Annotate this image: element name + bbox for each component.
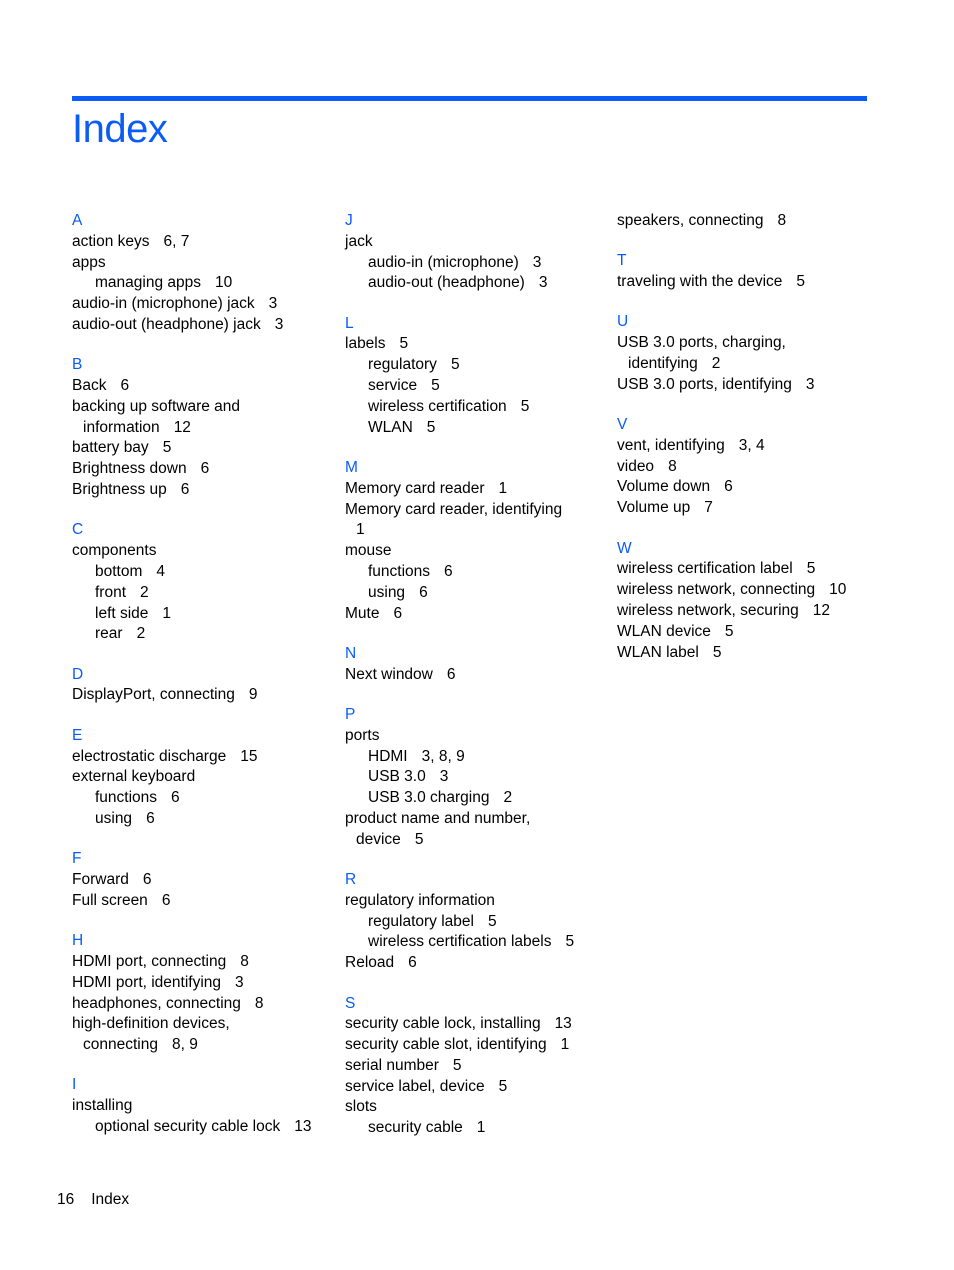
entry-term: service (368, 377, 418, 395)
entry-pages: 3 (268, 295, 278, 313)
index-entry (72, 418, 312, 439)
entry-pages: 3 (538, 274, 548, 292)
entry-pages: 3 (439, 768, 449, 786)
entry-term: left side (95, 604, 149, 622)
entry-pages: 5 (162, 439, 172, 457)
entry-pages: 5 (431, 377, 440, 395)
section-letter: J (345, 212, 353, 229)
entry-term: electrostatic discharge (72, 747, 227, 765)
index-section-t (617, 251, 846, 293)
entry-pages: 6 (180, 481, 190, 499)
entry-pages: 6 (724, 478, 733, 496)
index-entry (72, 891, 312, 912)
index-entry (617, 559, 846, 580)
section-letter: D (72, 665, 84, 683)
index-entry (345, 541, 574, 562)
index-entry (345, 1035, 574, 1056)
entry-term: HDMI port, connecting (72, 952, 227, 970)
entry-pages: 8 (668, 457, 677, 475)
index-section-i (72, 1075, 312, 1137)
entry-term: HDMI port, identifying (72, 973, 222, 991)
entry-pages: 3 (805, 375, 815, 393)
entry-term: speakers, connecting (617, 212, 764, 229)
entry-pages: 15 (240, 747, 258, 765)
entry-pages: 6 (444, 562, 453, 580)
index-section-d (72, 665, 312, 707)
section-letter: I (72, 1076, 77, 1094)
entry-term: external keyboard (72, 768, 196, 786)
entry-term: battery bay (72, 439, 149, 457)
entry-term: service label, device (345, 1077, 485, 1095)
index-entry (345, 891, 574, 912)
index-entry (345, 665, 574, 686)
entry-pages: 1 (498, 479, 508, 497)
index-section-e (72, 726, 312, 830)
entry-term: Back (72, 377, 107, 395)
entry-pages: 6 (419, 583, 428, 601)
entry-term: security cable lock, installing (345, 1015, 541, 1033)
entry-term: product name and number, (345, 809, 531, 827)
index-subentry (72, 1117, 312, 1138)
index-entry (345, 1077, 574, 1098)
entry-pages: 3 (235, 973, 244, 991)
index-subentry (345, 355, 574, 376)
entry-term: regulatory label (368, 912, 474, 930)
index-entry (72, 1035, 312, 1056)
index-section-h (72, 931, 312, 1056)
entry-pages: 5 (426, 418, 436, 436)
entry-term: vent, identifying (617, 436, 725, 454)
index-section-b (72, 355, 312, 501)
entry-term: audio-out (headphone) (368, 274, 525, 292)
entry-pages: 5 (796, 273, 806, 291)
entry-term: USB 3.0 charging (368, 789, 490, 807)
index-section-f (72, 849, 312, 911)
index-entry (72, 767, 312, 788)
section-letter: M (345, 458, 358, 476)
page-title: Index (72, 107, 168, 151)
index-section-n (345, 644, 574, 686)
page-footer (57, 1190, 129, 1211)
entry-term: security cable slot, identifying (345, 1036, 547, 1054)
entry-term: bottom (95, 562, 143, 580)
index-section-r (345, 870, 574, 974)
entry-pages: 3 (274, 315, 284, 333)
entry-term: wireless certification labels (368, 933, 552, 951)
index-entry (345, 479, 574, 500)
section-letter: C (72, 521, 84, 539)
entry-pages: 6 (161, 891, 171, 909)
index-column-3 (617, 211, 846, 683)
index-entry (345, 953, 574, 974)
entry-pages: 5 (565, 933, 575, 951)
index-entry (345, 334, 574, 355)
index-subentry (345, 932, 574, 953)
index-entry (617, 622, 846, 643)
entry-pages: 3, 8, 9 (421, 747, 465, 765)
footer-page-number: 16 (57, 1191, 75, 1208)
footer-label: Index (91, 1191, 130, 1208)
entry-term: serial number (345, 1056, 439, 1074)
index-entry (72, 685, 312, 706)
entry-term: USB 3.0 ports, charging, (617, 334, 786, 352)
index-entry (72, 232, 312, 253)
index-entry (72, 952, 312, 973)
entry-term: components (72, 542, 157, 560)
entry-pages: 5 (487, 912, 497, 930)
index-entry (72, 376, 312, 397)
index-section-c (72, 520, 312, 645)
entry-pages: 5 (498, 1077, 508, 1095)
index-entry (72, 994, 312, 1015)
index-subentry (345, 376, 574, 397)
entry-term: action keys (72, 232, 150, 250)
entry-term: video (617, 457, 655, 475)
section-letter: N (345, 644, 357, 662)
index-entry (617, 354, 846, 375)
entry-pages: 6 (200, 460, 210, 478)
index-section-m (345, 458, 574, 624)
entry-term: audio-in (microphone) jack (72, 295, 255, 313)
index-entry (617, 333, 846, 354)
entry-term: high-definition devices, (72, 1015, 230, 1033)
entry-term: installing (72, 1097, 133, 1115)
index-subentry (345, 418, 574, 439)
index-subentry (345, 767, 574, 788)
entry-pages: 6 (446, 665, 456, 683)
index-section-l (345, 314, 574, 439)
entry-pages: 4 (156, 562, 166, 580)
entry-pages: 2 (136, 625, 146, 643)
entry-term: HDMI (368, 747, 408, 765)
entry-pages: 2 (503, 789, 513, 807)
section-letter: E (72, 726, 83, 744)
index-entry (72, 253, 312, 274)
entry-term: device (356, 830, 401, 848)
entry-pages: 8, 9 (171, 1036, 198, 1054)
section-letter: V (617, 416, 628, 434)
index-entry (617, 580, 846, 601)
index-column-1 (72, 211, 312, 1157)
entry-pages: 6 (171, 789, 180, 807)
index-subentry (345, 562, 574, 583)
entry-pages: 5 (724, 622, 734, 640)
entry-term: wireless network, connecting (617, 581, 816, 599)
section-letter: L (345, 314, 354, 332)
index-entry (72, 438, 312, 459)
index-section-v (617, 415, 846, 519)
entry-term: mouse (345, 542, 392, 560)
entry-pages: 5 (414, 830, 424, 848)
index-section-p (345, 705, 574, 851)
entry-term: headphones, connecting (72, 994, 241, 1012)
index-subentry (72, 273, 312, 294)
index-entry (617, 643, 846, 664)
index-entry (72, 480, 312, 501)
index-section-continued (617, 211, 846, 232)
index-entry (345, 604, 574, 625)
index-entry (345, 1014, 574, 1035)
index-entry (345, 232, 574, 253)
entry-pages: 8 (254, 994, 264, 1012)
entry-pages: 8 (240, 952, 249, 970)
entry-term: Memory card reader (345, 479, 485, 497)
entry-term: USB 3.0 ports, identifying (617, 375, 792, 393)
entry-term: information (83, 418, 160, 436)
index-entry (617, 498, 846, 519)
section-letter: B (72, 356, 83, 374)
entry-term: Volume up (617, 499, 691, 517)
section-letter: U (617, 313, 629, 331)
index-subentry (72, 809, 312, 830)
entry-pages: 10 (829, 581, 847, 599)
entry-pages: 12 (173, 418, 191, 436)
entry-term: Memory card reader, identifying (345, 500, 563, 518)
index-subentry (345, 1118, 574, 1139)
entry-pages: 2 (140, 583, 149, 601)
entry-term: Reload (345, 954, 395, 972)
entry-term: using (368, 583, 406, 601)
entry-term: WLAN device (617, 622, 711, 640)
entry-term: security cable (368, 1119, 463, 1137)
index-entry (617, 477, 846, 498)
entry-pages: 9 (248, 686, 258, 704)
entry-term: using (95, 809, 133, 827)
entry-pages: 6, 7 (163, 232, 190, 250)
index-entry (72, 747, 312, 768)
index-entry (345, 726, 574, 747)
entry-term: audio-in (microphone) (368, 253, 519, 271)
entry-term: rear (95, 625, 123, 643)
index-subentry (345, 788, 574, 809)
entry-term: Brightness down (72, 460, 187, 478)
entry-term: managing apps (95, 274, 201, 292)
entry-pages: 5 (450, 356, 460, 374)
entry-pages: 13 (554, 1015, 572, 1033)
entry-term: functions (95, 789, 158, 807)
index-section-a (72, 211, 312, 336)
entry-pages: 6 (142, 871, 152, 889)
entry-term: jack (345, 232, 373, 250)
entry-term: traveling with the device (617, 273, 783, 291)
entry-term: USB 3.0 (368, 768, 426, 786)
entry-term: connecting (83, 1036, 158, 1054)
section-letter: T (617, 252, 627, 270)
section-letter: R (345, 871, 357, 889)
entry-pages: 1 (162, 604, 172, 622)
title-rule (72, 96, 867, 101)
section-letter: A (72, 212, 83, 229)
entry-term: Mute (345, 604, 380, 622)
index-entry (72, 870, 312, 891)
index-entry (345, 1097, 574, 1118)
index-entry (617, 211, 846, 232)
entry-pages: 5 (520, 397, 530, 415)
entry-term: Full screen (72, 891, 148, 909)
entry-term: regulatory information (345, 891, 495, 909)
entry-pages: 3 (532, 253, 542, 271)
index-entry (72, 294, 312, 315)
entry-pages: 1 (356, 521, 365, 539)
index-entry (72, 1096, 312, 1117)
entry-pages: 6 (393, 604, 403, 622)
section-letter: P (345, 705, 356, 723)
entry-pages: 13 (294, 1117, 312, 1135)
index-entry (72, 973, 312, 994)
entry-pages: 6 (120, 377, 130, 395)
section-letter: H (72, 932, 84, 950)
entry-term: labels (345, 335, 386, 353)
index-entry (72, 397, 312, 418)
entry-term: ports (345, 726, 380, 744)
index-entry (617, 272, 846, 293)
index-entry (345, 809, 574, 830)
entry-term: slots (345, 1098, 377, 1116)
index-subentry (345, 273, 574, 294)
index-subentry (345, 583, 574, 604)
index-entry (345, 1056, 574, 1077)
index-entry (345, 830, 574, 851)
entry-term: functions (368, 562, 431, 580)
entry-pages: 3, 4 (738, 436, 765, 454)
index-section-s (345, 994, 574, 1140)
entry-term: regulatory (368, 356, 437, 374)
section-letter: F (72, 850, 82, 868)
index-subentry (345, 253, 574, 274)
index-subentry (72, 788, 312, 809)
index-section-w (617, 539, 846, 664)
entry-term: wireless certification label (617, 560, 793, 578)
index-entry (345, 500, 574, 521)
index-entry (617, 436, 846, 457)
index-column-2 (345, 211, 574, 1159)
entry-pages: 5 (806, 560, 816, 578)
entry-pages: 6 (146, 809, 155, 827)
entry-pages: 5 (712, 643, 722, 661)
entry-term: DisplayPort, connecting (72, 686, 235, 704)
section-letter: W (617, 539, 632, 557)
index-entry (72, 459, 312, 480)
entry-term: backing up software and (72, 397, 241, 415)
entry-pages: 1 (560, 1036, 570, 1054)
index-section-u (617, 312, 846, 395)
entry-term: Brightness up (72, 481, 167, 499)
index-subentry (72, 562, 312, 583)
entry-term: optional security cable lock (95, 1117, 281, 1135)
entry-term: wireless network, securing (617, 601, 799, 619)
entry-term: Volume down (617, 478, 711, 496)
index-entry (345, 520, 574, 541)
section-letter: S (345, 994, 356, 1012)
index-entry (617, 601, 846, 622)
entry-term: WLAN label (617, 643, 699, 661)
index-subentry (345, 747, 574, 768)
index-subentry (72, 604, 312, 625)
entry-pages: 5 (452, 1056, 462, 1074)
entry-term: identifying (628, 354, 698, 372)
entry-pages: 1 (476, 1119, 486, 1137)
entry-term: WLAN (368, 418, 413, 436)
index-subentry (345, 912, 574, 933)
index-entry (72, 541, 312, 562)
entry-pages: 7 (704, 499, 713, 517)
entry-term: front (95, 583, 127, 601)
entry-pages: 12 (812, 601, 831, 619)
entry-term: apps (72, 253, 106, 271)
index-entry (72, 315, 312, 336)
index-entry (617, 457, 846, 478)
index-subentry (345, 397, 574, 418)
entry-term: Forward (72, 871, 129, 889)
index-subentry (72, 624, 312, 645)
entry-pages: 2 (711, 354, 721, 372)
entry-pages: 10 (215, 274, 233, 292)
index-section-j (345, 211, 574, 294)
entry-pages: 5 (399, 335, 409, 353)
index-subentry (72, 583, 312, 604)
entry-term: audio-out (headphone) jack (72, 315, 261, 333)
entry-pages: 6 (408, 954, 417, 972)
entry-term: wireless certification (368, 397, 507, 415)
index-entry (617, 375, 846, 396)
entry-pages: 8 (777, 212, 787, 229)
entry-term: Next window (345, 665, 433, 683)
index-entry (72, 1014, 312, 1035)
